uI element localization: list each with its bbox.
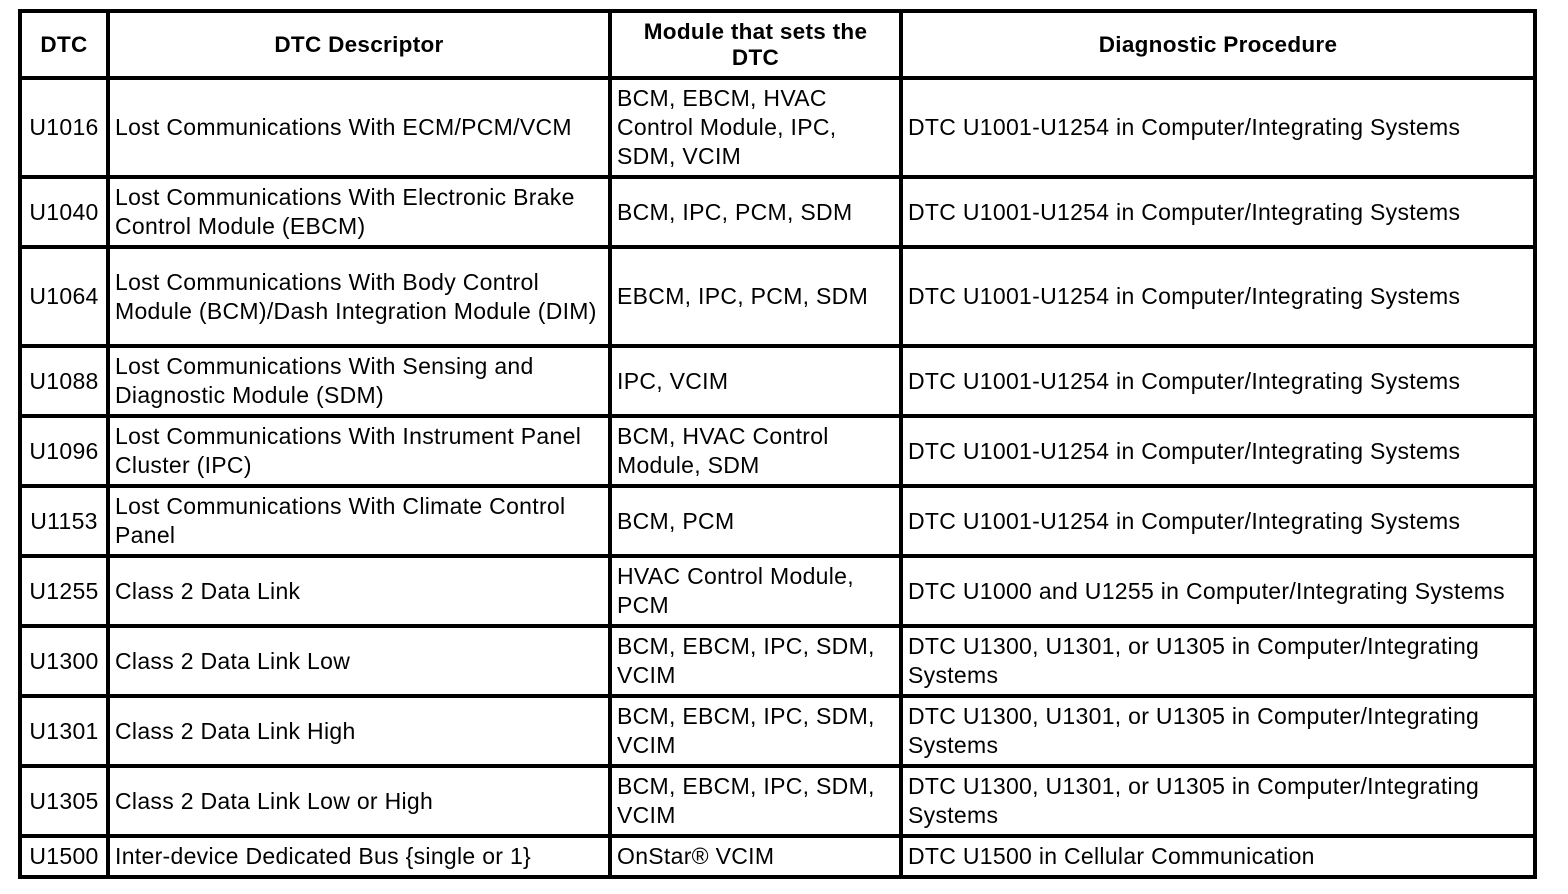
dtc-module: BCM, IPC, PCM, SDM bbox=[610, 177, 901, 247]
table-row bbox=[20, 486, 1535, 556]
dtc-descriptor: Class 2 Data Link bbox=[108, 556, 610, 626]
dtc-code: U1064 bbox=[20, 247, 108, 346]
dtc-procedure: DTC U1300, U1301, or U1305 in Computer/Integrating Systems bbox=[901, 766, 1535, 836]
dtc-code: U1096 bbox=[20, 416, 108, 486]
dtc-table bbox=[18, 9, 1537, 879]
table-row bbox=[20, 177, 1535, 247]
header-descriptor: DTC Descriptor bbox=[108, 11, 610, 78]
dtc-code: U1153 bbox=[20, 486, 108, 556]
dtc-module: IPC, VCIM bbox=[610, 346, 901, 416]
table-row bbox=[20, 346, 1535, 416]
dtc-module: HVAC Control Module, PCM bbox=[610, 556, 901, 626]
table-row bbox=[20, 626, 1535, 696]
dtc-procedure: DTC U1001-U1254 in Computer/Integrating Systems bbox=[901, 486, 1535, 556]
dtc-module: OnStar® VCIM bbox=[610, 836, 901, 877]
dtc-code: U1301 bbox=[20, 696, 108, 766]
dtc-descriptor: Class 2 Data Link High bbox=[108, 696, 610, 766]
table-row bbox=[20, 556, 1535, 626]
dtc-procedure: DTC U1001-U1254 in Computer/Integrating Systems bbox=[901, 78, 1535, 177]
table-row bbox=[20, 696, 1535, 766]
dtc-code: U1500 bbox=[20, 836, 108, 877]
dtc-procedure: DTC U1001-U1254 in Computer/Integrating Systems bbox=[901, 346, 1535, 416]
dtc-module: BCM, EBCM, IPC, SDM, VCIM bbox=[610, 766, 901, 836]
dtc-procedure: DTC U1300, U1301, or U1305 in Computer/Integrating Systems bbox=[901, 696, 1535, 766]
dtc-descriptor: Class 2 Data Link Low or High bbox=[108, 766, 610, 836]
dtc-procedure: DTC U1001-U1254 in Computer/Integrating Systems bbox=[901, 177, 1535, 247]
dtc-code: U1300 bbox=[20, 626, 108, 696]
dtc-procedure: DTC U1300, U1301, or U1305 in Computer/Integrating Systems bbox=[901, 626, 1535, 696]
dtc-code: U1088 bbox=[20, 346, 108, 416]
table-row bbox=[20, 247, 1535, 346]
dtc-module: BCM, PCM bbox=[610, 486, 901, 556]
dtc-descriptor: Lost Communications With ECM/PCM/VCM bbox=[108, 78, 610, 177]
table-row bbox=[20, 836, 1535, 877]
header-dtc: DTC bbox=[20, 11, 108, 78]
dtc-descriptor: Inter-device Dedicated Bus {single or 1} bbox=[108, 836, 610, 877]
table-row bbox=[20, 78, 1535, 177]
header-procedure: Diagnostic Procedure bbox=[901, 11, 1535, 78]
header-row bbox=[20, 11, 1535, 78]
dtc-descriptor: Lost Communications With Sensing and Diagnostic Module (SDM) bbox=[108, 346, 610, 416]
dtc-module: BCM, EBCM, HVAC Control Module, IPC, SDM, VCIM bbox=[610, 78, 901, 177]
dtc-procedure: DTC U1001-U1254 in Computer/Integrating Systems bbox=[901, 247, 1535, 346]
dtc-procedure: DTC U1000 and U1255 in Computer/Integrating Systems bbox=[901, 556, 1535, 626]
dtc-descriptor: Lost Communications With Electronic Brake Control Module (EBCM) bbox=[108, 177, 610, 247]
dtc-procedure: DTC U1500 in Cellular Communication bbox=[901, 836, 1535, 877]
dtc-descriptor: Lost Communications With Body Control Module (BCM)/Dash Integration Module (DIM) bbox=[108, 247, 610, 346]
dtc-module: BCM, HVAC Control Module, SDM bbox=[610, 416, 901, 486]
dtc-code: U1040 bbox=[20, 177, 108, 247]
header-module: Module that sets the DTC bbox=[610, 11, 901, 78]
dtc-module: EBCM, IPC, PCM, SDM bbox=[610, 247, 901, 346]
dtc-code: U1016 bbox=[20, 78, 108, 177]
dtc-descriptor: Class 2 Data Link Low bbox=[108, 626, 610, 696]
dtc-module: BCM, EBCM, IPC, SDM, VCIM bbox=[610, 626, 901, 696]
dtc-descriptor: Lost Communications With Instrument Panel Cluster (IPC) bbox=[108, 416, 610, 486]
dtc-procedure: DTC U1001-U1254 in Computer/Integrating Systems bbox=[901, 416, 1535, 486]
table-row bbox=[20, 416, 1535, 486]
dtc-descriptor: Lost Communications With Climate Control Panel bbox=[108, 486, 610, 556]
dtc-module: BCM, EBCM, IPC, SDM, VCIM bbox=[610, 696, 901, 766]
table-row bbox=[20, 766, 1535, 836]
dtc-code: U1255 bbox=[20, 556, 108, 626]
dtc-code: U1305 bbox=[20, 766, 108, 836]
